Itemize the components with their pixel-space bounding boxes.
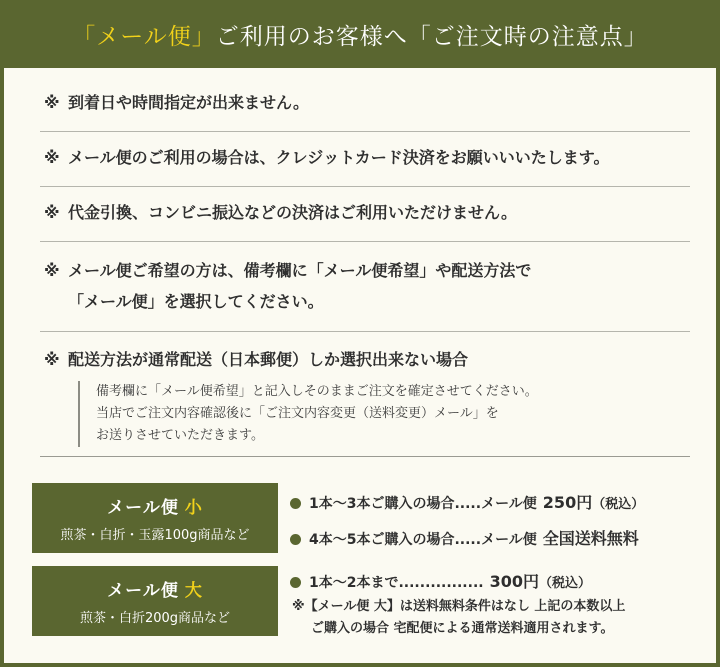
note-text-line: 「メール便」を選択してください。: [68, 292, 324, 311]
plan-large-title: [32, 576, 278, 601]
note-sub-line: 備考欄に「メール便希望」と記入しそのままご注文を確定させてください。: [96, 384, 538, 399]
plan-small-desc: 煎茶・白折・玉露100g商品など: [60, 528, 250, 543]
note-item: [40, 132, 690, 187]
large-plan-note: [292, 596, 702, 640]
price-value: 300円: [489, 572, 539, 591]
note-text-line: メール便ご希望の方は、備考欄に「メール便希望」や配送方法で: [68, 261, 532, 280]
page-title: [72, 18, 648, 51]
note-text: 到着日や時間指定が出来ません。: [68, 93, 309, 112]
note-mark: ※: [44, 261, 60, 280]
plan-small-box: [32, 483, 278, 553]
price-line-text: 1本～3本ご購入の場合.....メール便: [309, 496, 537, 512]
note-mark: ※: [44, 148, 60, 167]
price-line-text: 1本～2本まで................: [309, 575, 484, 591]
plan-large-box: [32, 566, 278, 636]
note-item: [40, 187, 690, 242]
price-line: [290, 569, 591, 592]
plan-small-title: [32, 493, 278, 518]
note-text: 代金引換、コンビニ振込などの決済はご利用いただけません。: [68, 203, 517, 222]
large-note-line: ※【メール便 大】は送料無料条件はなし 上記の本数以上: [292, 599, 626, 614]
note-item: [40, 242, 690, 332]
note-item: [40, 76, 690, 132]
bullet-dot-icon: [290, 534, 301, 545]
plan-size: 大: [184, 581, 203, 601]
price-value: 250円: [542, 493, 593, 512]
notes-list: [40, 76, 690, 457]
plan-size: 小: [184, 498, 203, 518]
plan-large-desc: 煎茶・白折200g商品など: [79, 611, 231, 626]
plan-name: メール便: [107, 498, 179, 518]
note-text: 配送方法が通常配送（日本郵便）しか選択出来ない場合: [68, 350, 469, 369]
note-sub-line: お送りさせていただきます。: [96, 428, 264, 443]
bullet-dot-icon: [290, 498, 301, 509]
title-rest: ご利用のお客様へ「ご注文時の注意点」: [215, 23, 648, 50]
price-value: 全国送料無料: [542, 529, 639, 548]
note-mark: ※: [44, 203, 60, 222]
page-header: [0, 0, 720, 68]
note-mark: ※: [44, 93, 60, 112]
price-line: [290, 526, 639, 549]
price-line: [290, 490, 644, 513]
title-highlight: 「メール便」: [72, 23, 216, 50]
bullet-dot-icon: [290, 577, 301, 588]
note-sub-line: 当店でご注文内容確認後に「ご注文内容変更（送料変更）メール」を: [96, 406, 499, 421]
price-tax: （税込）: [592, 497, 645, 512]
note-text: [68, 255, 690, 331]
note-mark: ※: [44, 350, 60, 369]
note-text: メール便のご利用の場合は、クレジットカード決済をお願いいいたします。: [68, 148, 610, 167]
large-note-line: ご購入の場合 宅配便による通常送料適用されます。: [311, 621, 614, 636]
plan-name: メール便: [107, 581, 179, 601]
price-line-text: 4本～5本ご購入の場合.....メール便: [309, 532, 537, 548]
note-item: [40, 332, 690, 457]
price-tax: （税込）: [538, 576, 591, 591]
note-sub-block: [78, 381, 690, 447]
